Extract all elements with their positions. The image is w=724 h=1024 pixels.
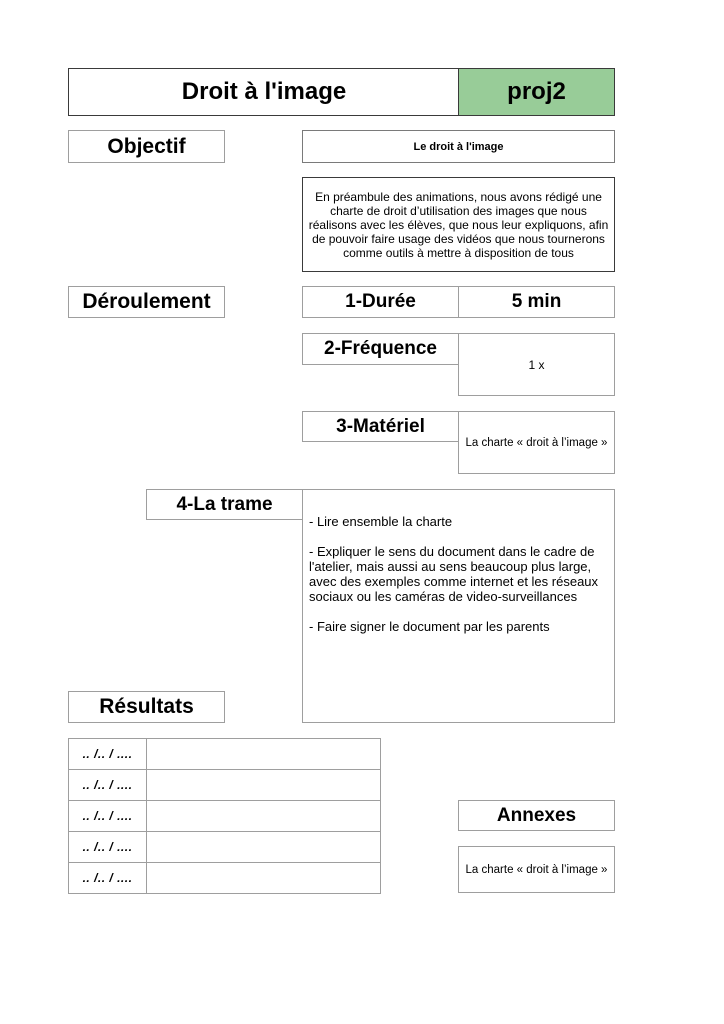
objectif-description-text: En préambule des animations, nous avons rédigé une charte de droit d’utilisation des images que nous réalisons avec les élèves, que nous leur expliquons, afin de pouvoir faire usage des vidéos que nous tournerons comme outils à mettre à disposition de tous xyxy=(308,189,609,260)
annexes-label xyxy=(458,800,615,831)
frequence-label xyxy=(302,333,459,365)
project-code-badge xyxy=(458,68,615,116)
result-date-cell[interactable] xyxy=(68,862,147,894)
materiel-value xyxy=(458,411,615,474)
result-note-cell[interactable] xyxy=(146,769,381,801)
duree-label-text: 1-Durée xyxy=(345,291,416,312)
result-note-cell[interactable] xyxy=(146,800,381,832)
resultats-label-text: Résultats xyxy=(99,695,194,718)
result-date-cell[interactable] xyxy=(68,831,147,863)
annexes-value xyxy=(458,846,615,893)
result-date-text: .. /.. / .... xyxy=(82,809,133,823)
frequence-label-text: 2-Fréquence xyxy=(324,338,437,359)
objectif-subtitle-text: Le droit à l'image xyxy=(413,140,504,153)
objectif-subtitle xyxy=(302,130,615,163)
duree-value-text: 5 min xyxy=(511,291,562,312)
resultats-label xyxy=(68,691,225,723)
deroulement-label xyxy=(68,286,225,318)
duree-value xyxy=(458,286,615,318)
trame-item: - Faire signer le document par les parents xyxy=(309,619,550,634)
materiel-value-text: La charte « droit à l’image » xyxy=(465,436,608,449)
result-date-text: .. /.. / .... xyxy=(82,747,133,761)
project-code-text: proj2 xyxy=(507,78,566,105)
objectif-description xyxy=(302,177,615,272)
annexes-label-text: Annexes xyxy=(496,804,577,826)
result-date-text: .. /.. / .... xyxy=(82,871,133,885)
trame-item: - Lire ensemble la charte xyxy=(309,514,453,529)
result-note-cell[interactable] xyxy=(146,738,381,770)
result-note-cell[interactable] xyxy=(146,831,381,863)
result-date-text: .. /.. / .... xyxy=(82,840,133,854)
objectif-label xyxy=(68,130,225,163)
annexes-value-text: La charte « droit à l’image » xyxy=(465,863,608,876)
trame-item: - Expliquer le sens du document dans le cadre de l'atelier, mais aussi au sens beaucoup plus large, avec des exemples comme internet et les réseaux sociaux ou les caméras de video-surveillances xyxy=(309,544,599,604)
materiel-label-text: 3-Matériel xyxy=(336,415,425,437)
result-date-text: .. /.. / .... xyxy=(82,778,133,792)
frequence-value-text: 1 x xyxy=(528,357,545,372)
objectif-label-text: Objectif xyxy=(107,134,186,158)
duree-label xyxy=(302,286,459,318)
trame-label xyxy=(146,489,303,520)
result-note-cell[interactable] xyxy=(146,862,381,894)
materiel-label xyxy=(302,411,459,442)
page-title xyxy=(68,68,460,116)
trame-content xyxy=(302,489,615,723)
title-text: Droit à l'image xyxy=(181,78,347,105)
deroulement-label-text: Déroulement xyxy=(82,290,211,313)
trame-label-text: 4-La trame xyxy=(176,493,273,515)
frequence-value xyxy=(458,333,615,396)
result-date-cell[interactable] xyxy=(68,769,147,801)
result-date-cell[interactable] xyxy=(68,800,147,832)
result-date-cell[interactable] xyxy=(68,738,147,770)
